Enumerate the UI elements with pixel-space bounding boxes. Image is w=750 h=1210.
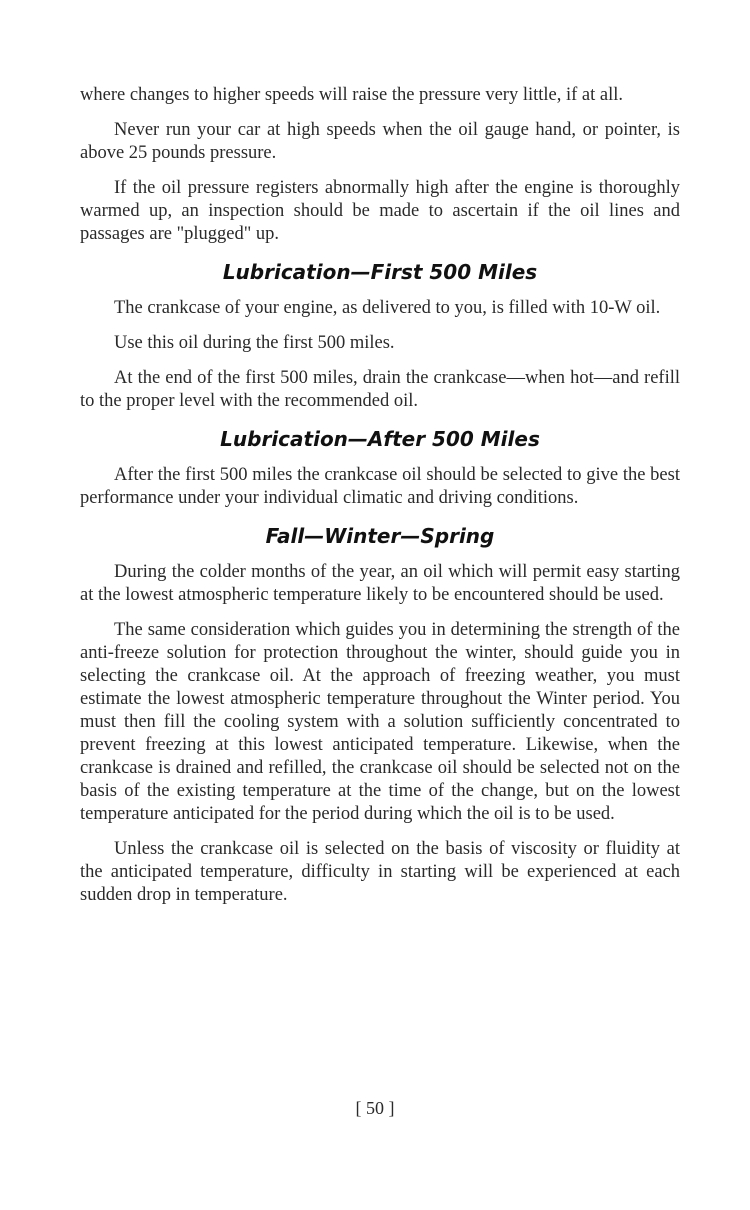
body-paragraph: At the end of the first 500 miles, drain the crankcase—when hot—and refill to the proper level with the recommended oil.: [80, 368, 680, 411]
body-paragraph: After the first 500 miles the crankcase oil should be selected to give the best performance under your individual climatic and driving conditions.: [80, 465, 680, 508]
section-heading-first-500: Lubrication—First 500 Miles: [222, 260, 538, 284]
body-paragraph: Unless the crankcase oil is selected on the basis of viscosity or fluidity at the anticipated temperature, difficulty in starting will be experienced at each sudden drop in temperature.: [80, 839, 680, 905]
body-paragraph: The same consideration which guides you in determining the strength of the anti-freeze solution for protection throughout the winter, should guide you in selecting the crankcase oil. At the approach of freezing weather, you must estimate the lowest atmospheric temperature throughout the Winter period. You must then fill the cooling system with a solution sufficiently concentrated to prevent freezing at this lowest anticipated temperature. Likewise, when the crankcase is drained and refilled, the crankcase oil should be selected not on the basis of the existing temperature at the time of the change, but on the lowest temperature anticipated for the period during which the oil is to be used.: [80, 620, 680, 824]
section-heading-seasons: Fall—Winter—Spring: [265, 524, 495, 548]
section-heading-after-500: Lubrication—After 500 Miles: [220, 427, 540, 451]
body-paragraph: where changes to higher speeds will raise the pressure very little, if at all.: [80, 85, 623, 105]
page-body: [80, 84, 680, 919]
body-paragraph: Use this oil during the first 500 miles.: [114, 333, 395, 353]
body-paragraph: The crankcase of your engine, as delivered to you, is filled with 10-W oil.: [114, 298, 661, 318]
body-paragraph: During the colder months of the year, an oil which will permit easy starting at the lowest atmospheric temperature likely to be encountered should be used.: [80, 562, 680, 605]
body-paragraph: Never run your car at high speeds when the oil gauge hand, or pointer, is above 25 pounds pressure.: [80, 120, 680, 163]
page-number: [ 50 ]: [355, 1098, 395, 1118]
body-paragraph: If the oil pressure registers abnormally high after the engine is thoroughly warmed up, an inspection should be made to ascertain if the oil lines and passages are "plugged" up.: [80, 178, 680, 244]
